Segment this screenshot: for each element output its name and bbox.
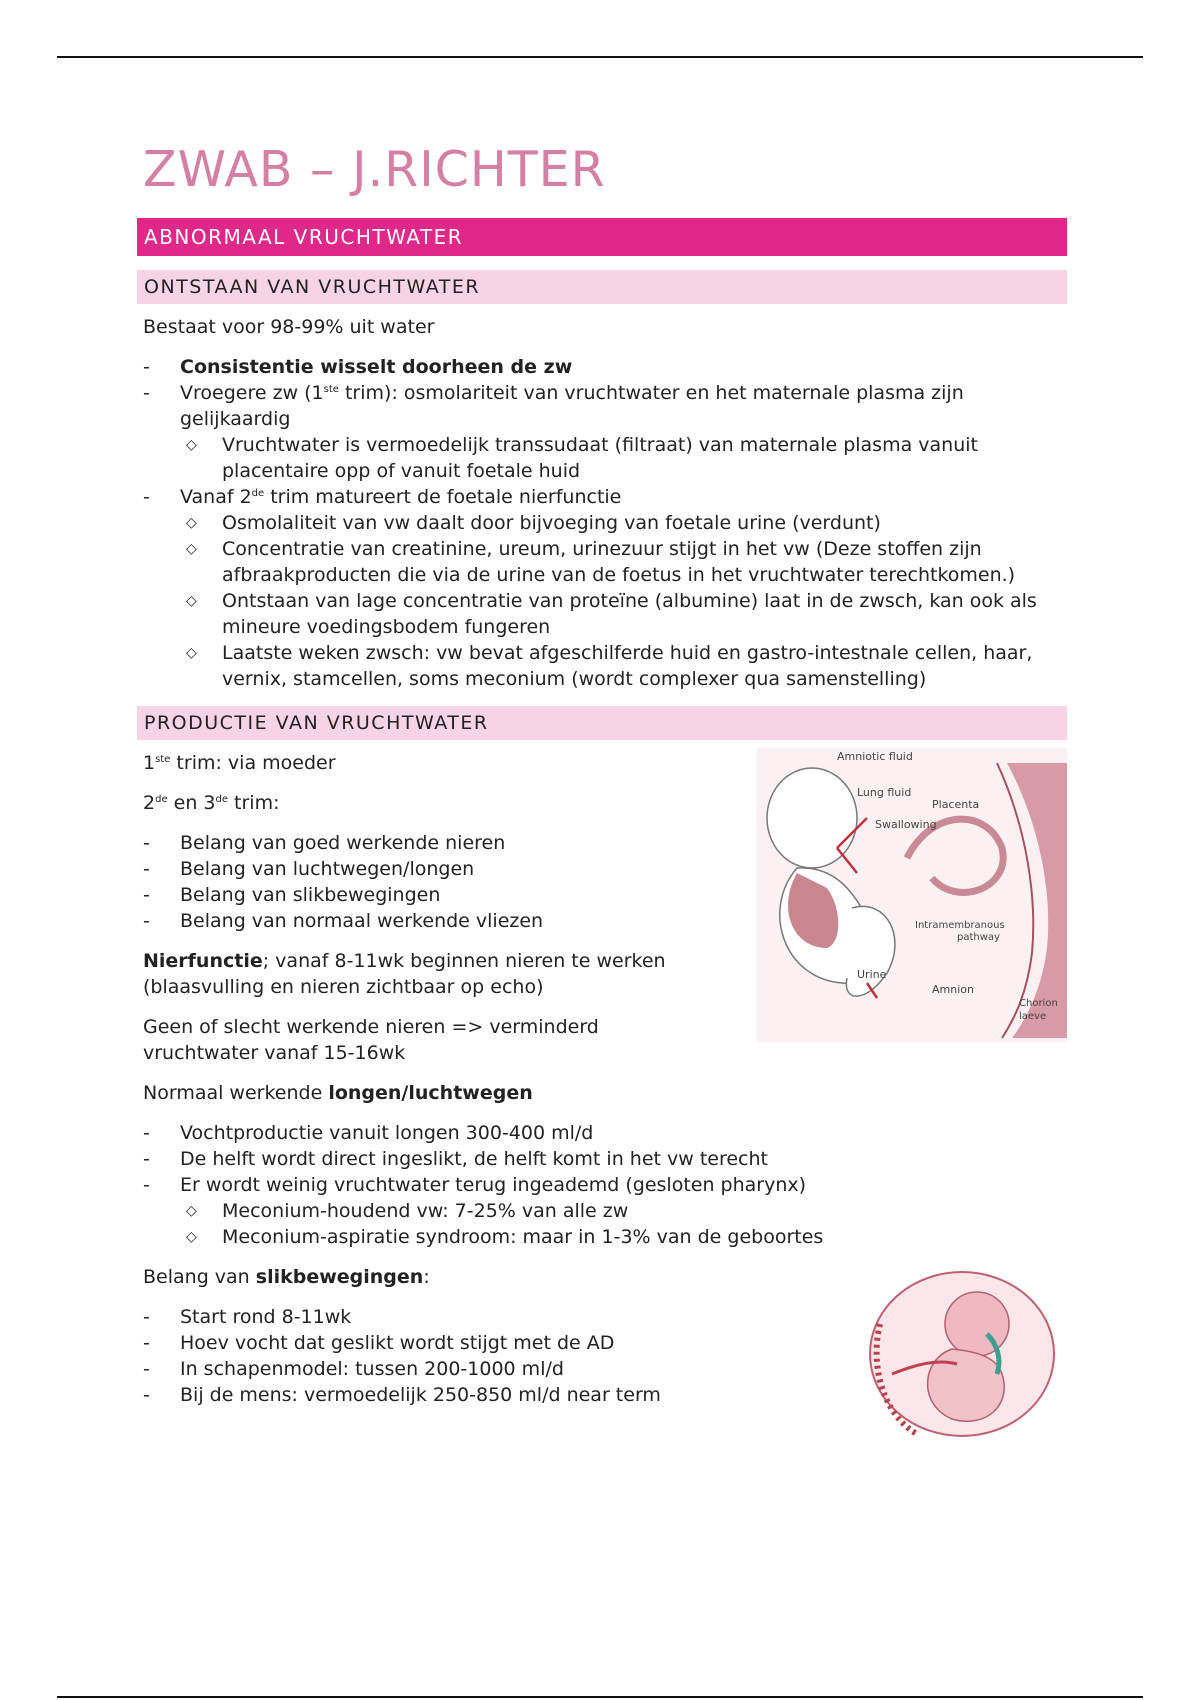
text: trim: via moeder — [170, 752, 336, 774]
label-amnion: Amnion — [932, 983, 974, 996]
bottom-rule — [57, 1696, 1143, 1698]
list-item: - Consistentie wisselt doorheen de zw — [143, 356, 573, 378]
list-item: ◇ Ontstaan van lage concentratie van proteïne (albumine) laat in de zwsch, kan ook als mineure voedingsbodem fungeren — [186, 590, 1037, 638]
list-item: ◇ Meconium-aspiratie syndroom: maar in 1-3% van de geboortes — [186, 1226, 824, 1248]
belang-list — [143, 830, 1067, 934]
list-item: ◇ Concentratie van creatinine, ureum, urinezuur stijgt in het vw (Deze stoffen zijn afbraakproducten die via de urine van de foetus in het vruchtwater terechtkomen.) — [186, 538, 1016, 586]
text: ; vanaf 8-11wk beginnen nieren te werken (blaasvulling en nieren zichtbaar op echo) — [143, 950, 666, 998]
bold-text: Consistentie wisselt doorheen de zw — [180, 356, 573, 378]
top-rule — [57, 56, 1143, 58]
section-heading: ABNORMAAL VRUCHTWATER — [137, 218, 1067, 256]
list-item: - De helft wordt direct ingeslikt, de helft komt in het vw terecht — [143, 1148, 768, 1170]
geen-nieren-text: Geen of slecht werkende nieren => verminderd vruchtwater vanaf 15-16wk — [143, 1016, 599, 1064]
slik-block — [137, 1264, 1067, 1408]
text: Start rond 8-11wk — [180, 1306, 352, 1328]
label-laeve: laeve — [1019, 1011, 1047, 1022]
nierfunctie-text — [143, 948, 703, 1000]
text: trim matureert de foetale nierfunctie — [264, 486, 622, 508]
list-item: ◇ Laatste weken zwsch: vw bevat afgeschilferde huid en gastro-intestnale cellen, haar, vernix, stamcellen, soms meconium (wordt complexer qua samenstelling) — [186, 642, 1033, 690]
list-item: ◇ Osmolaliteit van vw daalt door bijvoeging van foetale urine (verdunt) — [186, 512, 881, 534]
bold-text: longen/luchtwegen — [328, 1082, 533, 1104]
label-swallowing: Swallowing — [875, 818, 937, 831]
document-body — [137, 140, 1067, 1422]
text: In schapenmodel: tussen 200-1000 ml/d — [180, 1358, 564, 1380]
text: Belang van — [143, 1266, 256, 1288]
list-item: - Hoev vocht dat geslikt wordt stijgt met de AD — [143, 1332, 615, 1354]
superscript: ste — [323, 384, 339, 395]
list-item: - Vroegere zw (1ste trim): osmolariteit van vruchtwater en het maternale plasma zijn gelijkaardig ◇ Vruchtwater is vermoedelijk transsudaat (filtraat) van maternale plasma vanuit placentaire opp of vanuit foetale huid — [143, 380, 1067, 484]
text: Belang van goed werkende nieren — [180, 832, 506, 854]
list-item: - In schapenmodel: tussen 200-1000 ml/d — [143, 1358, 564, 1380]
list-item: - Start rond 8-11wk — [143, 1306, 352, 1328]
list-item: - Bij de mens: vermoedelijk 250-850 ml/d near term — [143, 1384, 661, 1406]
text: Meconium-aspiratie syndroom: maar in 1-3% van de geboortes — [222, 1226, 824, 1248]
list-item: - Belang van goed werkende nieren — [143, 832, 506, 854]
list-item: - Belang van luchtwegen/longen — [143, 858, 475, 880]
text: Concentratie van creatinine, ureum, urinezuur stijgt in het vw (Deze stoffen zijn afbraakproducten die via de urine van de foetus in het vruchtwater terechtkomen.) — [222, 538, 1016, 586]
text: trim): osmolariteit van vruchtwater en het maternale plasma zijn gelijkaardig — [180, 382, 964, 430]
text: Osmolaliteit van vw daalt door bijvoeging van foetale urine (verdunt) — [222, 512, 881, 534]
text: Bij de mens: vermoedelijk 250-850 ml/d near term — [180, 1384, 661, 1406]
ontstaan-list — [143, 354, 1067, 692]
text: Vruchtwater is vermoedelijk transsudaat (filtraat) van maternale plasma vanuit placentaire opp of vanuit foetale huid — [222, 434, 978, 482]
text: Vroegere zw (1 — [180, 382, 324, 404]
list-item: ◇ Meconium-houdend vw: 7-25% van alle zw — [186, 1200, 629, 1222]
text: Belang van slikbewegingen — [180, 884, 441, 906]
superscript: de — [251, 488, 265, 499]
list-item: - Belang van normaal werkende vliezen — [143, 910, 544, 932]
text: Vanaf 2 — [180, 486, 252, 508]
text: Er wordt weinig vruchtwater terug ingeademd (gesloten pharynx) — [180, 1174, 807, 1196]
text: Laatste weken zwsch: vw bevat afgeschilferde huid en gastro-intestnale cellen, haar, vernix, stamcellen, soms meconium (wordt complexer qua samenstelling) — [222, 642, 1033, 690]
label-placenta: Placenta — [932, 798, 980, 811]
subheading-ontstaan: ONTSTAAN VAN VRUCHTWATER — [137, 270, 1067, 304]
text: en 3 — [167, 792, 216, 814]
label-chorion: Chorion — [1019, 998, 1058, 1009]
text: De helft wordt direct ingeslikt, de helft komt in het vw terecht — [180, 1148, 768, 1170]
label-pathway: pathway — [957, 932, 1000, 943]
text: Ontstaan van lage concentratie van proteïne (albumine) laat in de zwsch, kan ook als mineure voedingsbodem fungeren — [222, 590, 1037, 638]
list-item: - Vanaf 2de trim matureert de foetale nierfunctie ◇ Osmolaliteit van vw daalt door bijvoeging van foetale urine (verdunt) ◇ Concentratie van creatinine, ureum, urinezuur stijgt in het vw (Deze stoffen zijn afbraakproducten die via de urine van de foetus in het vruchtwater terechtkomen.) ◇ Ontstaan van lage concentratie van proteïne (albumine) laat in de zwsch, kan ook als mineure voedingsbodem fungeren ◇ Laatste weken zwsch: vw bevat afgeschilferde huid en gastro-intestnale cellen, haar, vernix, stamcellen, soms meconium (wordt complexer qua samenstelling) — [143, 484, 1067, 692]
productie-block — [137, 750, 1067, 1408]
label-urine: Urine — [857, 968, 887, 981]
text: trim: — [228, 792, 280, 814]
text: Meconium-houdend vw: 7-25% van alle zw — [222, 1200, 629, 1222]
bold-text: slikbewegingen — [255, 1266, 424, 1288]
list-item: ◇ Vruchtwater is vermoedelijk transsudaat (filtraat) van maternale plasma vanuit placentaire opp of vanuit foetale huid — [186, 434, 978, 482]
superscript: de — [155, 794, 168, 805]
text: 2 — [143, 792, 156, 814]
text: Vochtproductie vanuit longen 300-400 ml/d — [180, 1122, 594, 1144]
label-amniotic-fluid: Amniotic fluid — [837, 750, 913, 763]
longen-list — [143, 1120, 1067, 1250]
trim1-text: 1ste trim: via moeder — [143, 752, 336, 774]
text: Hoev vocht dat geslikt wordt stijgt met de AD — [180, 1332, 615, 1354]
label-intramembranous: Intramembranous — [915, 920, 1005, 931]
superscript: ste — [155, 754, 171, 765]
list-item: - Belang van slikbewegingen — [143, 884, 441, 906]
list-item: - Er wordt weinig vruchtwater terug ingeademd (gesloten pharynx) ◇ Meconium-houdend vw: 7-25% van alle zw ◇ Meconium-aspiratie syndroom: maar in 1-3% van de geboortes — [143, 1172, 1067, 1250]
text: Belang van luchtwegen/longen — [180, 858, 475, 880]
superscript: de — [215, 794, 228, 805]
intro-text: Bestaat voor 98-99% uit water — [143, 316, 435, 338]
text: : — [423, 1266, 430, 1288]
document-title: ZWAB – J.RICHTER — [143, 141, 606, 198]
text: Normaal werkende — [143, 1082, 329, 1104]
longen-text — [143, 1080, 1067, 1106]
text: Belang van normaal werkende vliezen — [180, 910, 544, 932]
subheading-productie: PRODUCTIE VAN VRUCHTWATER — [137, 706, 1067, 740]
slik-list — [143, 1304, 1067, 1408]
bold-text: Nierfunctie — [143, 950, 263, 972]
list-item: - Vochtproductie vanuit longen 300-400 ml/d — [143, 1122, 594, 1144]
label-lung-fluid: Lung fluid — [857, 786, 912, 799]
